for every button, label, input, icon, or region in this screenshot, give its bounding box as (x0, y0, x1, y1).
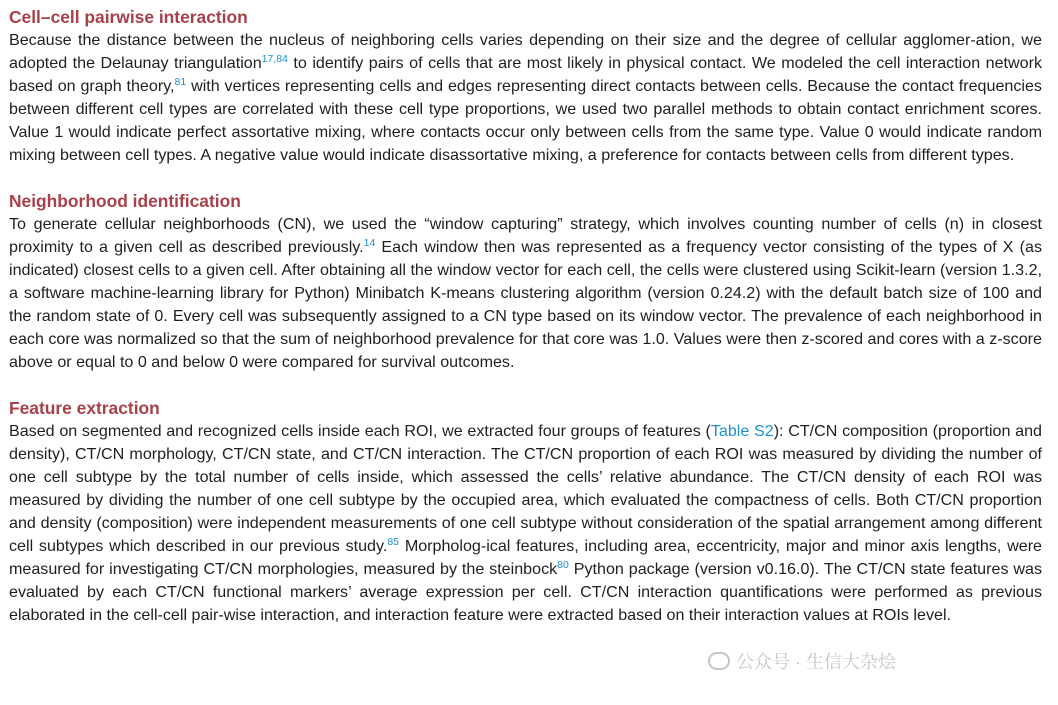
section-heading: Cell–cell pairwise interaction (9, 7, 248, 27)
citation-ref[interactable]: 85 (387, 536, 400, 548)
section-heading: Feature extraction (9, 398, 160, 418)
text-run: ): CT/CN composition (proportion and density), CT/CN morphology, CT/CN state, and CT/CN interaction. The CT/CN proportion of each ROI was measured by dividing the number of one cell subtype by the total number of cells inside, which assessed the cells’ relative abundance. The CT/CN density of each ROI was measured by dividing the number of one cell subtype by the occupied area, which evaluated the compactness of cells. Both CT/CN proportion and density (composition) were independent measurements of one cell subtype without consideration of the spatial arrangement among different cell subtypes which described in our previous study. (9, 422, 1042, 555)
section-feature-extraction (9, 397, 1042, 627)
article-body (9, 6, 1042, 627)
text-run: Because the distance between the nucleus of neighboring cells varies depending on their size and the degree of cellular agglomer-ation, we adopted the Delaunay triangulation (9, 31, 1042, 72)
section-paragraph (9, 29, 1042, 167)
section-paragraph (9, 213, 1042, 374)
text-run: To generate cellular neighborhoods (CN), we used the “window capturing” strategy, which involves counting number of cells (n) in closest proximity to a given cell as described previously. (9, 215, 1042, 256)
citation-ref[interactable]: 80 (557, 559, 569, 571)
text-run: Based on segmented and recognized cells inside each ROI, we extracted four groups of features ( (9, 422, 711, 440)
citation-ref[interactable]: 14 (363, 237, 376, 249)
section-neighborhood-identification (9, 190, 1042, 374)
citation-ref[interactable]: 17,84 (261, 53, 288, 65)
text-run: Python package (version v0.16.0). The CT/CN state features was evaluated by each CT/CN functional markers’ average expression per cell. CT/CN interaction quantifications were performed as previous elaborated in the cell-cell pair-wise interaction, and interaction feature were extracted based on their interaction values at ROIs level. (9, 560, 1043, 624)
text-run: Each window then was represented as a frequency vector consisting of the types of X (as indicated) closest cells to a given cell. After obtaining all the window vector for each cell, the cells were clustered using Scikit-learn (version 1.3.2, a software machine-learning library for Python) Minibatch K-means clustering algorithm (version 0.24.2) with the default batch size of 100 and the random state of 0. Every cell was subsequently assigned to a CN type based on its window vector. The prevalence of each neighborhood in each core was normalized so that the sum of neighborhood prevalence for that core was 1.0. Values were then z-scored and cores with a z-score above or equal to 0 and below 0 were compared for survival outcomes. (9, 238, 1043, 371)
section-cell-cell-interaction (9, 6, 1042, 167)
text-run: Morpholog-ical features, including area, eccentricity, major and minor axis lengths, were measured for investigating CT/CN morphologies, measured by the steinbock (9, 537, 1043, 578)
wechat-icon (708, 652, 730, 670)
text-run: with vertices representing cells and edges representing direct contacts between cells. Because the contact frequencies between different cell types are correlated with these cell type proportions, we used two parallel methods to obtain contact enrichment scores. Value 1 would indicate perfect assortative mixing, where contacts occur only between cells from the same type. Value 0 would indicate random mixing between cell types. A negative value would indicate disassortative mixing, a preference for contacts between cells from different types. (9, 77, 1042, 164)
section-paragraph (9, 420, 1042, 627)
watermark-text: 公众号 · 生信大杂烩 (736, 652, 896, 672)
watermark (708, 648, 896, 674)
table-link[interactable]: Table S2 (710, 422, 774, 440)
citation-ref[interactable]: 81 (174, 76, 187, 88)
text-run: to identify pairs of cells that are most likely in physical contact. We modeled the cell interaction network based on graph theory, (9, 54, 1042, 95)
section-heading: Neighborhood identification (9, 191, 241, 211)
